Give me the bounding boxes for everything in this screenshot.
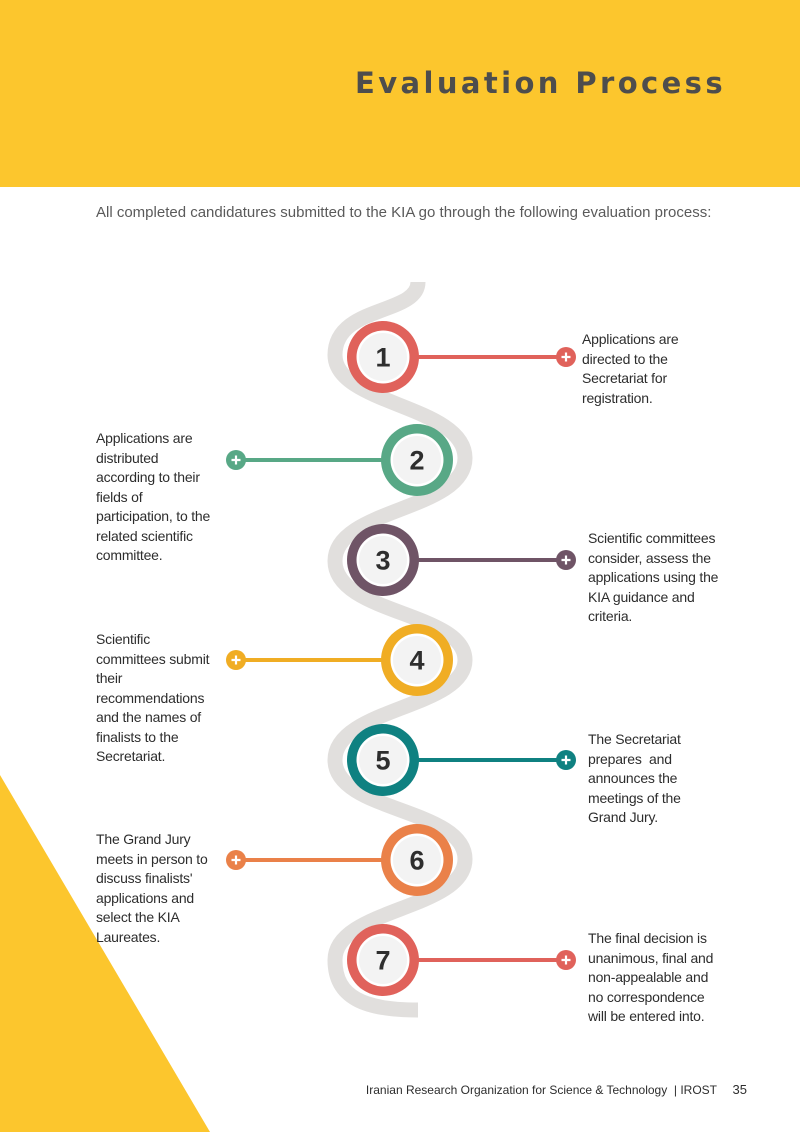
plus-icon [556, 950, 576, 970]
step-3-text: Scientific committees consider, assess the applications using the KIA guidance and criteria. [588, 530, 719, 624]
plus-icon [556, 347, 576, 367]
step-4-number: 4 [409, 645, 425, 676]
step-6-circle [381, 824, 453, 896]
step-1-circle [347, 321, 419, 393]
step-7-number: 7 [375, 945, 391, 976]
step-6-number: 6 [409, 845, 425, 876]
step-4-circle [381, 624, 453, 696]
page-title: Evaluation Process [355, 66, 726, 100]
plus-icon [226, 650, 246, 670]
step-1-text: Applications are directed to the Secretariat for registration. [582, 331, 679, 406]
intro-text: All completed candidatures submitted to the KIA go through the following evaluation process: [96, 204, 712, 221]
step-7-circle [347, 924, 419, 996]
step-5-circle [347, 724, 419, 796]
plus-icon [226, 450, 246, 470]
step-2-number: 2 [409, 445, 425, 476]
plus-icon [556, 550, 576, 570]
step-3-circle [347, 524, 419, 596]
step-2-circle [381, 424, 453, 496]
step-1-number: 1 [375, 342, 391, 373]
plus-icon [556, 750, 576, 770]
step-2-text: Applications are distributed according to their fields of participation, to the related scientific committee. [96, 430, 211, 563]
step-6-text: The Grand Jury meets in person to discuss finalists' applications and select the KIA Laureates. [96, 831, 208, 945]
step-5-text: The Secretariat prepares and announces the meetings of the Grand Jury. [588, 731, 681, 825]
step-7-text: The final decision is unanimous, final and non-appealable and no correspondence will be entered into. [588, 930, 714, 1024]
page-number: 35 [732, 1082, 747, 1097]
step-3-number: 3 [375, 545, 391, 576]
footer-organization: Iranian Research Organization for Science & Technology | IROST [365, 1083, 717, 1097]
plus-icon [226, 850, 246, 870]
step-4-text: Scientific committees submit their recommendations and the names of finalists to the Secretariat. [96, 631, 210, 764]
step-5-number: 5 [375, 745, 391, 776]
